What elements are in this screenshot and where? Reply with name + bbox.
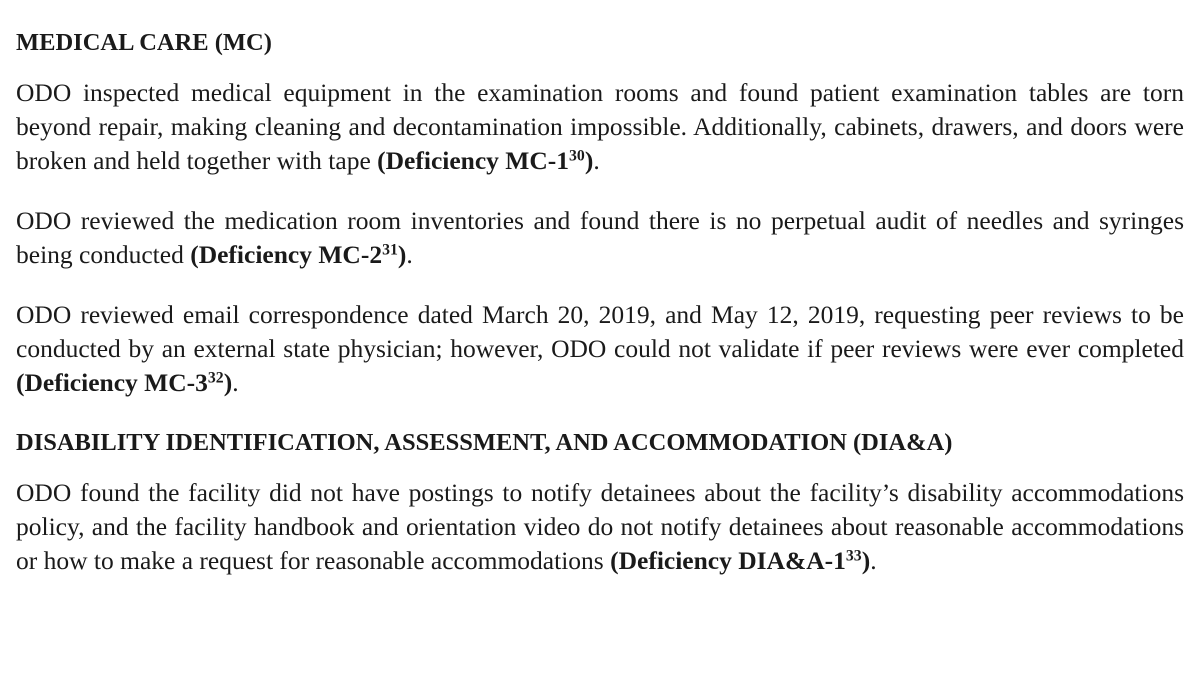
paragraph-mc-3: ODO reviewed email correspondence dated March 20, 2019, and May 12, 2019, requesting peer reviews to be conducted by an external state physician; however, ODO could not validate if peer reviews were ever completed (Deficiency $MC-3^{32}$). (16, 300, 1184, 397)
deficiency-label: Deficiency MC-1 (385, 146, 570, 175)
footnote-marker-31[interactable]: 31 (382, 241, 398, 259)
deficiency-reference-mc-1: (Deficiency $MC-1^{30}$) (377, 146, 594, 175)
deficiency-label: Deficiency MC-2 (198, 240, 383, 269)
footnote-marker-30[interactable]: 30 (569, 147, 585, 165)
paragraph-text: ODO found the facility did not have postings to notify detainees about the facility’s disability accommodations policy, and the facility handbook and orientation video do not notify detainees about reasonable accommodations or how to make a request for reasonable accommodations (16, 478, 1184, 575)
paragraph-mc-1: ODO inspected medical equipment in the examination rooms and found patient examination tables are torn beyond repair, making cleaning and decontamination impossible. Additionally, cabinets, drawers, and doors were broken and held together with tape (Deficiency $MC-1^{30}$). (16, 78, 1184, 175)
deficiency-label: Deficiency DIA&A-1 (618, 546, 846, 575)
deficiency-label: Deficiency MC-3 (24, 368, 208, 397)
paragraph-text: ODO inspected medical equipment in the examination rooms and found patient examination tables are torn beyond repair, making cleaning and decontamination impossible. Additionally, cabinets, drawers, and doors were broken and held together with tape (16, 78, 1184, 175)
paragraph-mc-2: ODO reviewed the medication room inventories and found there is no perpetual audit of needles and syringes being conducted (Deficiency $MC-2^{31}$). (16, 206, 1184, 269)
paragraph-text: ODO reviewed email correspondence dated March 20, 2019, and May 12, 2019, requesting peer reviews to be conducted by an external state physician; however, ODO could not validate if peer reviews were ever completed (16, 300, 1184, 363)
footnote-marker-32[interactable]: 32 (207, 369, 224, 387)
deficiency-reference-dia-1: (Deficiency $DIA\&A-1^{33}$) (610, 546, 871, 575)
footnote-marker-33[interactable]: 33 (845, 547, 862, 565)
deficiency-reference-mc-3: (Deficiency $MC-3^{32}$) (16, 368, 233, 397)
deficiency-reference-mc-2: (Deficiency $MC-2^{31}$) (190, 240, 407, 269)
paragraph-dia-1: ODO found the facility did not have postings to notify detainees about the facility’s disability accommodations policy, and the facility handbook and orientation video do not notify detainees about reasonable accommodations or how to make a request for reasonable accommodations (Deficiency $DIA\&A-1^{33}$). (16, 478, 1184, 575)
paragraph-text: ODO reviewed the medication room inventories and found there is no perpetual audit of needles and syringes being conducted (16, 206, 1184, 269)
section-heading-medical-care: MEDICAL CARE (MC) (16, 29, 272, 56)
section-heading-disability: DISABILITY IDENTIFICATION, ASSESSMENT, AND ACCOMMODATION (DIA&A) (16, 429, 953, 456)
